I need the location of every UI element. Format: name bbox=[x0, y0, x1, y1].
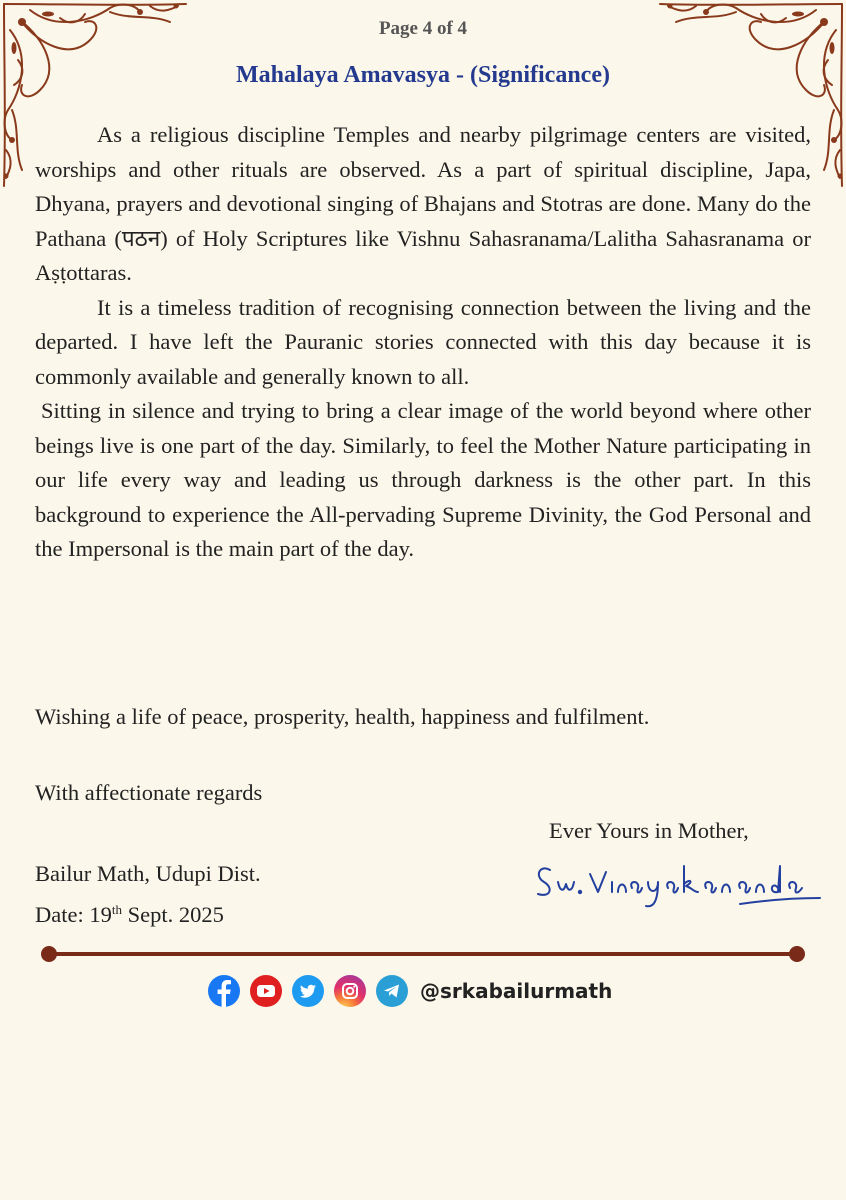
place-line: Bailur Math, Udupi Dist. bbox=[35, 861, 261, 886]
social-handle[interactable]: @srkabailurmath bbox=[420, 979, 613, 1003]
letter-body bbox=[35, 118, 811, 567]
sender-address-block bbox=[35, 856, 261, 933]
date-rest: Sept. 2025 bbox=[121, 902, 224, 927]
date-label: Date: 19 bbox=[35, 902, 112, 927]
regards-line: With affectionate regards bbox=[35, 780, 263, 805]
signature-image bbox=[528, 848, 828, 918]
paragraph-3: Sitting in silence and trying to bring a clear image of the world beyond where other beings live is one part of the day. Similarly, to feel the Mother Nature participating in our life every way and leading us through darkness is the other part. In this background to experience the All-pervading Supreme Divinity, the God Personal and the Impersonal is the main part of the day. bbox=[35, 398, 811, 561]
facebook-icon[interactable] bbox=[208, 975, 240, 1007]
wishes-line: Wishing a life of peace, prosperity, health, happiness and fulfilment. bbox=[35, 704, 650, 729]
date-line bbox=[35, 892, 261, 933]
instagram-icon[interactable] bbox=[334, 975, 366, 1007]
date-suffix: th bbox=[111, 902, 122, 917]
page-number: Page 4 of 4 bbox=[378, 18, 468, 39]
youtube-icon[interactable] bbox=[250, 975, 282, 1007]
twitter-icon[interactable] bbox=[292, 975, 324, 1007]
ever-yours-line: Ever Yours in Mother, bbox=[549, 818, 749, 843]
telegram-icon[interactable] bbox=[376, 975, 408, 1007]
footer-divider bbox=[40, 943, 806, 965]
paragraph-1: As a religious discipline Temples and nearby pilgrimage centers are visited, worships and other rituals are observed. As a part of spiritual discipline, Japa, Dhyana, prayers and devotional singing of Bhajans and Stotras are done. Many do the Pathana (पठन) of Holy Scriptures like Vishnu Sahasranama/Lalitha Sahasranama or Aṣṭottaras. bbox=[35, 122, 811, 285]
social-links bbox=[208, 972, 612, 1010]
paragraph-2: It is a timeless tradition of recognising connection between the living and the departed. I have left the Pauranic stories connected with this day because it is commonly available and generally known to all. bbox=[35, 294, 811, 389]
page-title: Mahalaya Amavasya - (Significance) bbox=[236, 62, 610, 88]
